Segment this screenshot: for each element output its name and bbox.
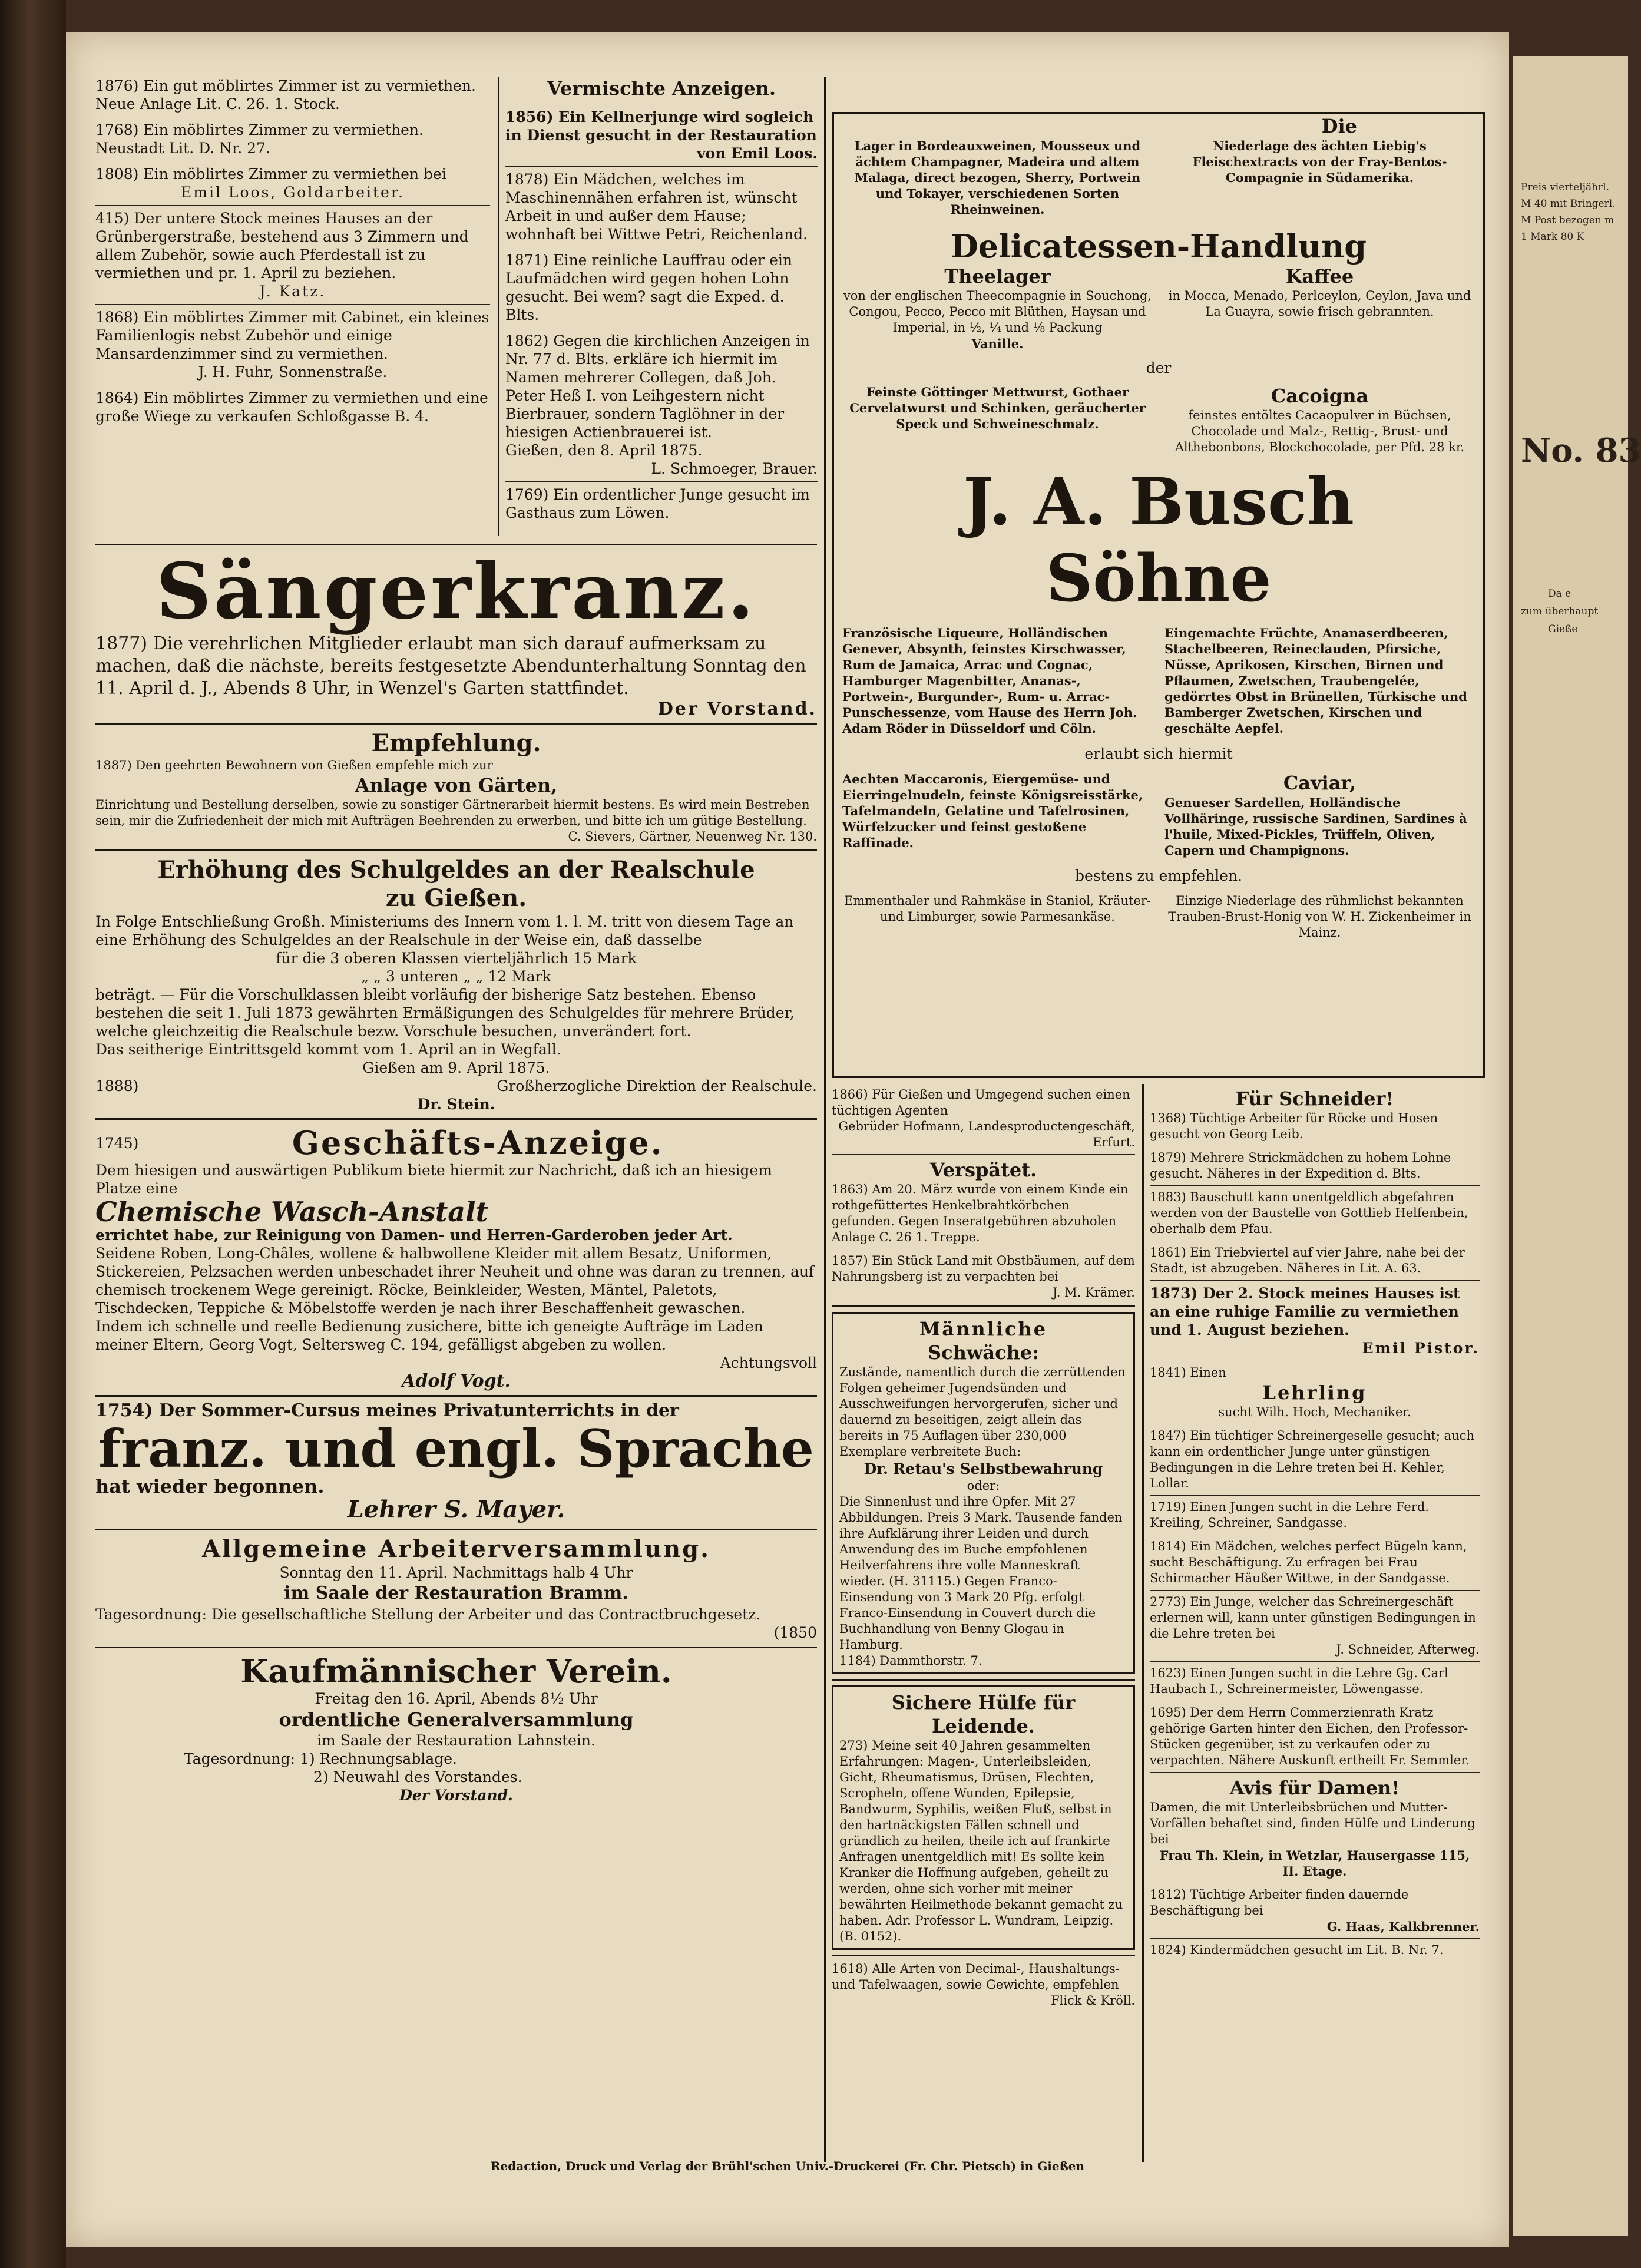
mixed-ads bbox=[505, 77, 818, 522]
schwaeche-book: Dr. Retau's Selbstbewahrung bbox=[863, 1460, 1103, 1477]
next-page-fragment-4: 1 Mark 80 K bbox=[1521, 231, 1584, 243]
busch-bestens: bestens zu empfehlen. bbox=[1074, 867, 1243, 884]
busch-delicatessen: Delicatessen-Handlung bbox=[950, 227, 1367, 265]
geschaeft-body-3: Seidene Roben, Long-Châles, wollene & halbwollene Kleider mit allem Besatz, Uniformen, Stickereien, Pelzsachen werden unbeschadet ihrer Neuheit und ohne was daran zu trennen, auf chemisch trockenem Wege gereinigt. Röcke, Beinkleider, Westen, Mäntel, Paletots, Tischdecken, Teppiche & Möbelstoffe werden je nach ihrer Beschaffenheit gewaschen. bbox=[95, 1245, 815, 1317]
geschaeft-title: Geschäfts-Anzeige. bbox=[292, 1124, 664, 1162]
ad-2773-signature: J. Schneider, Afterweg. bbox=[1336, 1642, 1480, 1657]
avis-title: Avis für Damen! bbox=[1229, 1777, 1400, 1799]
ad-1864: 1864) Ein möblirtes Zimmer zu vermiethen und eine große Wiege zu verkaufen Schloßgasse B. 4. bbox=[95, 389, 488, 425]
avis-body: Damen, die mit Unterleibsbrüchen und Mutter-Vorfällen behaftet sind, finden Hülfe und Linderung bei bbox=[1150, 1800, 1475, 1846]
ad-1873: 1873) Der 2. Stock meines Hauses ist an eine ruhige Familie zu vermiethen und 1. August beziehen. bbox=[1150, 1285, 1460, 1338]
schulgeld-row-1: für die 3 oberen Klassen vierteljährlich 15 Mark bbox=[276, 950, 637, 967]
ad-1695: 1695) Der dem Herrn Commerzienrath Kratz gehörige Garten hinter den Eichen, den Professor-Stücken gegenüber, ist zu verkaufen oder zu verpachten. Nähere Auskunft ertheilt Fr. Semmler. bbox=[1150, 1705, 1470, 1767]
saengerkranz-signature: Der Vorstand. bbox=[657, 699, 817, 719]
geschaeft-regards: Achtungsvoll bbox=[720, 1354, 817, 1371]
ad-1856: 1856) Ein Kellnerjunge wird sogleich in Dienst gesucht in der Restauration bbox=[505, 108, 817, 144]
kursus-subtitle: hat wieder begonnen. bbox=[95, 1475, 325, 1497]
huelfe-ad bbox=[832, 1685, 1135, 1950]
busch-soehne-ad bbox=[832, 112, 1485, 1078]
ad-1768: 1768) Ein möblirtes Zimmer zu vermiethen. Neustadt Lit. D. Nr. 27. bbox=[95, 121, 424, 157]
kaufmaennisch-line-2: ordentliche Generalversammlung bbox=[279, 1708, 634, 1731]
ad-1857-signature: J. M. Krämer. bbox=[1053, 1285, 1135, 1300]
ad-1862-signature: L. Schmoeger, Brauer. bbox=[651, 460, 818, 477]
lehrling-title: Lehrling bbox=[1262, 1381, 1367, 1404]
geschaeft-body-4: Indem ich schnelle und reelle Bedienung zusichere, bitte ich geneigte Aufträge im Laden meiner Eltern, Georg Vogt, Seltersweg C. 194, gefälligst abgeben zu wollen. bbox=[95, 1318, 763, 1353]
kaufmaennisch-title: Kaufmännischer Verein. bbox=[240, 1652, 672, 1690]
verspaetet-title: Verspätet. bbox=[929, 1159, 1037, 1181]
ad-1878: 1878) Ein Mädchen, welches im Maschinennähen erfahren ist, wünscht Arbeit in und außer dem Hause; wohnhaft bei Wittwe Petri, Reichenland. bbox=[505, 171, 808, 243]
avis-signature: Frau Th. Klein, in Wetzlar, Hausergasse 115, II. Etage. bbox=[1159, 1848, 1470, 1879]
kaufmaennisch-line-5: 2) Neuwahl des Vorstandes. bbox=[313, 1768, 522, 1786]
busch-honey: Einzige Niederlage des rühmlichst bekannten Trauben-Brust-Honig von W. H. Zickenheimer in Mainz. bbox=[1168, 894, 1471, 940]
geschaeft-body-2: errichtet habe, zur Reinigung von Damen- und Herren-Garderoben jeder Art. bbox=[95, 1226, 733, 1244]
newspaper-page bbox=[66, 32, 1509, 2247]
small-ads-right bbox=[1150, 1087, 1480, 1958]
ad-1808: 1808) Ein möblirtes Zimmer zu vermiethen bei bbox=[95, 166, 446, 183]
schulgeld-body-2: beträgt. — Für die Vorschulklassen bleibt vorläufig der bisherige Satz bestehen. Ebenso bestehen die seit 1. Juli 1873 gewährten Ermäßigungen des Schulgeldes für mehrere Brüder, welche gleichzeitig die Realschule bezw. Vorschule besuchen, unverändert fort. bbox=[95, 986, 795, 1040]
kursus-line: 1754) Der Sommer-Cursus meines Privatunterrichts in der bbox=[95, 1400, 679, 1421]
ad-1808-signature: Emil Loos, Goldarbeiter. bbox=[181, 184, 405, 201]
imprint-footer: Redaction, Druck und Verlag der Brühl'schen Univ.-Druckerei (Fr. Chr. Pietsch) in Gießen bbox=[490, 2159, 1085, 2173]
kursus-big: franz. und engl. Sprache bbox=[98, 1418, 814, 1479]
empfehlung-intro: 1887) Den geehrten Bewohnern von Gießen empfehle mich zur bbox=[95, 758, 493, 772]
column-rule-right bbox=[1142, 1084, 1144, 2162]
huelfe-title: Sichere Hülfe für Leidende. bbox=[891, 1691, 1076, 1737]
empfehlung-subtitle: Anlage von Gärten, bbox=[355, 774, 558, 796]
empfehlung-signature: C. Sievers, Gärtner, Neuenweg Nr. 130. bbox=[568, 829, 817, 844]
ad-415-signature: J. Katz. bbox=[259, 283, 326, 300]
schwaeche-title-2: Schwäche: bbox=[927, 1341, 1040, 1364]
ad-1719: 1719) Einen Jungen sucht in die Lehre Ferd. Kreiling, Schreiner, Sandgasse. bbox=[1150, 1500, 1429, 1530]
ad-415: 415) Der untere Stock meines Hauses an der Grünbergerstraße, bestehend aus 3 Zimmern und allem Zubehör, sowie auch Pferdestall ist zu vermiethen und pr. 1. April zu beziehen. bbox=[95, 210, 469, 282]
column-rule-left bbox=[498, 77, 499, 536]
arbeiter-number: (1850 bbox=[773, 1624, 817, 1641]
busch-wine-store: Lager in Bordeauxweinen, Mousseux und ächtem Champagner, Madeira und altem Malaga, direct bezogen, Sherry, Portwein und Tokayer, verschiedenen Sorten Rheinweinen. bbox=[854, 138, 1141, 217]
ad-1847: 1847) Ein tüchtiger Schreinergeselle gesucht; auch kann ein ordentlicher Junge unter günstigen Bedingungen in die Lehre treten bei H. Kehler, Lollar. bbox=[1150, 1429, 1474, 1490]
busch-coffee-body: in Mocca, Menado, Perlceylon, Ceylon, Java und La Guayra, sowie frisch gebrannten. bbox=[1168, 289, 1471, 319]
ad-1868: 1868) Ein möblirtes Zimmer mit Cabinet, ein kleines Familienlogis nebst Zubehör und einige Mansardenzimmer sind zu vermiethen. bbox=[95, 309, 489, 362]
ad-1862-date: Gießen, den 8. April 1875. bbox=[505, 442, 703, 459]
adjacent-page-edge bbox=[1513, 56, 1641, 2236]
ad-1873-signature: Emil Pistor. bbox=[1362, 1340, 1480, 1357]
geschaeft-number: 1745) bbox=[95, 1134, 139, 1152]
ad-1618-signature: Flick & Kröll. bbox=[1050, 1993, 1135, 2008]
ad-2773: 2773) Ein Junge, welcher das Schreinergeschäft erlernen will, kann unter günstigen Bedingungen in die Lehre treten bei bbox=[1150, 1595, 1476, 1641]
busch-liebig: Niederlage des ächten Liebig's Fleischextracts von der Fray-Bentos-Compagnie in Südamerika. bbox=[1192, 138, 1447, 185]
ad-1861: 1861) Ein Triebviertel auf vier Jahre, nahe bei der Stadt, ist abzugeben. Näheres in Lit. A. 63. bbox=[1150, 1245, 1465, 1275]
ad-1879: 1879) Mehrere Strickmädchen zu hohem Lohne gesucht. Näheres in der Expedition d. Blts. bbox=[1150, 1150, 1451, 1181]
column-rule-mid bbox=[824, 77, 826, 2162]
ad-1866-signature: Gebrüder Hofmann, Landesproductengeschäft, Erfurt. bbox=[838, 1119, 1135, 1149]
ad-1866: 1866) Für Gießen und Umgegend suchen einen tüchtigen Agenten bbox=[832, 1087, 1130, 1118]
schwaeche-body-2: Die Sinnenlust und ihre Opfer. Mit 27 Abbildungen. Preis 3 Mark. Tausende fanden ihre Aufklärung ihrer Leiden und durch Anwendung des im Buche empfohlenen Heilverfahrens ihre volle Manneskraft wieder. (H. 31115.) Gegen Franco-Einsendung von 3 Mark 20 Pfg. erfolgt Franco-Einsendung in Couvert durch die Buchhandlung von Benny Glogau in Hamburg. bbox=[839, 1495, 1123, 1652]
schulgeld-direction: Großherzogliche Direktion der Realschule. bbox=[497, 1077, 817, 1095]
small-ads-middle bbox=[832, 1087, 1135, 2009]
geschaeft-signature: Adolf Vogt. bbox=[402, 1371, 511, 1391]
ad-1876: 1876) Ein gut möblirtes Zimmer ist zu vermiethen. Neue Anlage Lit. C. 26. 1. Stock. bbox=[95, 77, 476, 113]
next-page-fragment-2: M 40 mit Bringerl. bbox=[1521, 198, 1616, 210]
ad-1862: 1862) Gegen die kirchlichen Anzeigen in Nr. 77 d. Blts. erkläre ich hiermit im Namen mehrerer Collegen, daß Joh. Peter Heß I. von Leihgestern nicht Bierbrauer, sondern Taglöhner in der hiesigen Actienbrauerei ist. bbox=[505, 332, 810, 441]
busch-caviar-title: Caviar, bbox=[1283, 772, 1357, 794]
schulgeld-signature: Dr. Stein. bbox=[417, 1096, 495, 1113]
ad-1868-signature: J. H. Fuhr, Sonnenstraße. bbox=[198, 363, 388, 381]
ad-1618: 1618) Alle Arten von Decimal-, Haushaltungs- und Tafelwaagen, sowie Gewichte, empfehlen bbox=[832, 1962, 1120, 1992]
schneider-title: Für Schneider! bbox=[1235, 1087, 1394, 1110]
ad-1857: 1857) Ein Stück Land mit Obstbäumen, auf dem Nahrungsberg ist zu verpachten bei bbox=[832, 1254, 1135, 1284]
ad-1814: 1814) Ein Mädchen, welches perfect Bügeln kann, sucht Beschäftigung. Zu erfragen bei Frau Schirmacher Häußer Wittwe, in der Sandgasse. bbox=[1150, 1539, 1467, 1585]
busch-liqueurs: Französische Liqueure, Holländischen Genever, Absynth, feinstes Kirschwasser, Rum de Jamaica, Arrac und Cognac, Hamburger Magenbitter, Ananas-, Portwein-, Burgunder-, Rum- u. Arrac-Punschessenze, vom Hause des Herrn Joh. Adam Röder in Düsseldorf und Cöln. bbox=[842, 626, 1137, 736]
busch-coffee-title: Kaffee bbox=[1285, 265, 1354, 287]
next-page-fragment-5: Da e bbox=[1548, 588, 1571, 600]
kursus-signature: Lehrer S. Mayer. bbox=[347, 1496, 565, 1523]
ad-1856-signature: von Emil Loos. bbox=[697, 145, 818, 162]
busch-der: der bbox=[1146, 359, 1172, 376]
ad-1863: 1863) Am 20. März wurde von einem Kinde ein rothgefüttertes Henkelbrahtkörbchen gefunden. Gegen Inseratgebühren abzuholen Anlage C. 26 1. Treppe. bbox=[832, 1182, 1129, 1244]
busch-cacao-body: feinstes entöltes Cacaopulver in Büchsen, Chocolade und Malz-, Rettig-, Brust- und Althebonbons, Blockchocolade, per Pfd. 28 kr. bbox=[1174, 408, 1465, 454]
saengerkranz-body: 1877) Die verehrlichen Mitglieder erlaubt man sich darauf aufmerksam zu machen, daß die nächste, bereits festgesetzte Abendunterhaltung Sonntag den 11. April d. J., Abends 8 Uhr, in Wenzel's Garten stattfindet. bbox=[95, 633, 806, 699]
saengerkranz-title: Sängerkranz. bbox=[156, 546, 757, 636]
ad-1824: 1824) Kindermädchen gesucht im Lit. B. Nr. 7. bbox=[1150, 1943, 1444, 1957]
busch-sausage: Feinste Göttinger Mettwurst, Gothaer Cervelatwurst und Schinken, geräucherter Speck und Schweineschmalz. bbox=[849, 385, 1146, 431]
mixed-ads-title: Vermischte Anzeigen. bbox=[547, 77, 776, 100]
schulgeld-body-1: In Folge Entschließung Großh. Ministeriums des Innern vom 1. l. M. tritt von diesem Tage an eine Erhöhung des Schulgeldes an der Realschule in der Weise ein, daß dasselbe bbox=[95, 913, 794, 948]
next-page-fragment-7: Gieße bbox=[1548, 623, 1578, 635]
busch-cacao-title: Cacoigna bbox=[1271, 385, 1369, 407]
schwaeche-oder: oder: bbox=[967, 1479, 1000, 1493]
schwaeche-ad bbox=[832, 1312, 1135, 1674]
empfehlung-title: Empfehlung. bbox=[371, 729, 541, 757]
next-page-fragment-6: zum überhaupt bbox=[1521, 606, 1599, 617]
ad-1812: 1812) Tüchtige Arbeiter finden dauernde Beschäftigung bei bbox=[1150, 1887, 1409, 1917]
schwaeche-number: 1184) Dammthorstr. 7. bbox=[839, 1654, 982, 1668]
geschaeft-firm-name: Chemische Wasch-Anstalt bbox=[95, 1196, 488, 1228]
schulgeld-number: 1888) bbox=[95, 1077, 139, 1095]
ad-1841: 1841) Einen bbox=[1150, 1366, 1226, 1380]
schwaeche-body: Zustände, namentlich durch die zerrüttenden Folgen geheimer Jugendsünden und Ausschweifungen hervorgerufen, sicher und dauernd zu beseitigen, zeigt allein das bereits in 75 Auflagen über 230,000 Exemplare verbreitete Buch: bbox=[839, 1365, 1126, 1459]
schulgeld-body-3: Das seitherige Eintrittsgeld kommt vom 1. April an in Wegfall. bbox=[95, 1041, 561, 1058]
schulgeld-date: Gießen am 9. April 1875. bbox=[362, 1059, 550, 1076]
busch-cheese: Emmenthaler und Rahmkäse in Staniol, Kräuter- und Limburger, sowie Parmesankäse. bbox=[844, 894, 1151, 924]
next-page-fragment-1: Preis vierteljährl. bbox=[1521, 181, 1610, 193]
busch-caviar-body: Genueser Sardellen, Holländische Vollhäringe, russische Sardinen, Sardines à l'huile, Mixed-Pickles, Trüffeln, Oliven, Capern und Champignons. bbox=[1164, 795, 1467, 858]
small-ads-left bbox=[95, 77, 490, 425]
huelfe-body: 273) Meine seit 40 Jahren gesammelten Erfahrungen: Magen-, Unterleibsleiden, Gicht, Rheumatismus, Drüsen, Flechten, Scropheln, offene Wunden, Epilepsie, Bandwurm, Syphilis, weißen Fluß, selbst in den hartnäckigsten Fällen schnell und gründlich zu heilen, theile ich auf frankirte Anfragen unentgeldlich mit! Es sollte kein Kranker die Hoffnung aufgeben, geheilt zu werden, ohne sich vorher mit meiner bewährten Heilmethode bekannt gemacht zu haben. Adr. Professor L. Wundram, Leipzig. (B. 0152). bbox=[839, 1738, 1123, 1943]
ad-1368: 1368) Tüchtige Arbeiter für Röcke und Hosen gesucht von Georg Leib. bbox=[1150, 1111, 1438, 1141]
next-page-issue-number: No. 83 bbox=[1521, 431, 1641, 470]
main-ads-left bbox=[95, 539, 817, 1804]
schulgeld-row-2: „ „ 3 unteren „ „ 12 Mark bbox=[361, 968, 551, 985]
kaufmaennisch-line-1: Freitag den 16. April, Abends 8½ Uhr bbox=[315, 1690, 598, 1707]
busch-vanilla: Vanille. bbox=[971, 336, 1024, 351]
ad-1871: 1871) Eine reinliche Lauffrau oder ein Laufmädchen wird gegen hohen Lohn gesucht. Bei wem? sagt die Exped. d. Blts. bbox=[505, 252, 792, 323]
book-spine bbox=[0, 0, 66, 2268]
busch-fruits: Eingemachte Früchte, Ananaserdbeeren, Stachelbeeren, Reineclauden, Pfirsiche, Nüsse, Aprikosen, Kirschen, Birnen und Pflaumen, Zwetschen, Traubengelée, gedörrtes Obst in Brünellen, Türkische und Bamberger Zwetschen, Kirschen und geschälte Aepfel. bbox=[1164, 626, 1467, 736]
busch-erlaubt: erlaubt sich hiermit bbox=[1084, 745, 1233, 762]
arbeiter-line-3: Tagesordnung: Die gesellschaftliche Stellung der Arbeiter und das Contractbruchgesetz. bbox=[95, 1606, 761, 1623]
busch-firm-name: J. A. Busch Söhne bbox=[963, 464, 1354, 616]
ad-1769: 1769) Ein ordentlicher Junge gesucht im Gasthaus zum Löwen. bbox=[505, 486, 810, 521]
busch-die: Die bbox=[1321, 115, 1357, 137]
ad-1841-signature: sucht Wilh. Hoch, Mechaniker. bbox=[1218, 1405, 1411, 1419]
kaufmaennisch-line-3: im Saale der Restauration Lahnstein. bbox=[317, 1732, 595, 1749]
busch-tea-title: Theelager bbox=[944, 265, 1051, 287]
busch-tea-body: von der englischen Theecompagnie in Souchong, Congou, Pecco, Pecco mit Blüthen, Haysan und Imperial, in ½, ¼ und ⅛ Packung bbox=[843, 289, 1152, 335]
arbeiter-title: Allgemeine Arbeiterversammlung. bbox=[201, 1535, 711, 1563]
arbeiter-line-2: im Saale der Restauration Bramm. bbox=[284, 1583, 628, 1604]
arbeiter-line-1: Sonntag den 11. April. Nachmittags halb 4 Uhr bbox=[279, 1564, 633, 1581]
schwaeche-title-1: Männliche bbox=[919, 1318, 1048, 1340]
ad-1883: 1883) Bauschutt kann unentgeldlich abgefahren werden von der Baustelle von Gottlieb Helfenbein, oberhalb dem Pfau. bbox=[1150, 1190, 1468, 1236]
geschaeft-body-1: Dem hiesigen und auswärtigen Publikum biete hiermit zur Nachricht, daß ich an hiesigem Platze eine bbox=[95, 1162, 772, 1197]
next-page-fragment-3: M Post bezogen m bbox=[1521, 214, 1614, 226]
schulgeld-title-1: Erhöhung des Schulgeldes an der Realschule bbox=[157, 856, 755, 884]
ad-1812-signature: G. Haas, Kalkbrenner. bbox=[1326, 1919, 1480, 1934]
empfehlung-body: Einrichtung und Bestellung derselben, sowie zu sonstiger Gärtnerarbeit hiermit bestens. Es wird mein Bestreben sein, mir die Zufriedenheit der mich mit Aufträgen Beehrenden zu erwerben, und bitte ich um gütige Bestellung. bbox=[95, 798, 810, 828]
schulgeld-title-2: zu Gießen. bbox=[385, 884, 527, 912]
kaufmaennisch-signature: Der Vorstand. bbox=[399, 1787, 513, 1804]
busch-maccaroni: Aechten Maccaronis, Eiergemüse- und Eierringelnudeln, feinste Königsreisstärke, Tafelmandeln, Gelatine und Tafelrosinen, Würfelzucker und feinst gestoßene Raffinade. bbox=[842, 772, 1143, 850]
ad-1623: 1623) Einen Jungen sucht in die Lehre Gg. Carl Haubach I., Schreinermeister, Löwengasse. bbox=[1150, 1666, 1448, 1696]
kaufmaennisch-line-4: Tagesordnung: 1) Rechnungsablage. bbox=[184, 1750, 457, 1767]
